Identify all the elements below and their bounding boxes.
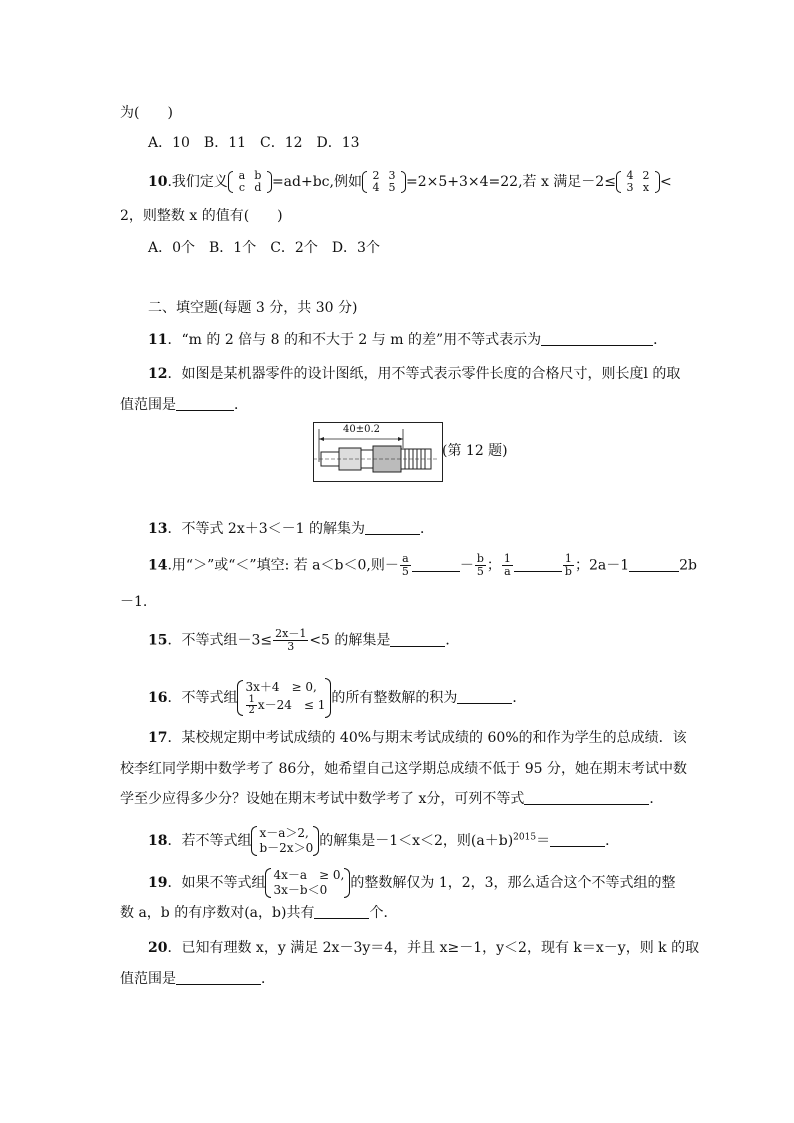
q19-text4: 个． — [369, 905, 398, 921]
q10-line2: 2，则整数 x 的值有( ) — [120, 208, 283, 224]
q12-line1 — [148, 364, 680, 384]
dimension-label: 40±0.2 — [343, 424, 381, 435]
matrix-abcd: a b c d — [228, 170, 272, 194]
fraction-b5: $\frac{b}{5}$ — [476, 552, 484, 578]
q9-options: A．10 B．11 C．12 D．13 — [148, 135, 360, 151]
answer-blank[interactable] — [390, 632, 445, 647]
q16-text1: ．不等式组 — [167, 690, 238, 706]
section-title: 二、填空题(每题 3 分，共 30 分) — [148, 300, 358, 316]
q11-line — [148, 330, 667, 350]
matrix-x: 4 2 3 x — [616, 170, 660, 194]
q12-text2: 值范围是 — [120, 397, 176, 413]
answer-blank[interactable] — [541, 331, 653, 346]
q13-line — [148, 519, 434, 539]
q18-end: ． — [605, 833, 620, 849]
answer-blank[interactable] — [176, 970, 261, 985]
q10-text4: < — [659, 174, 672, 190]
q20-number: 20 — [148, 940, 168, 956]
q15-text1: ．不等式组－3≤ — [167, 632, 273, 649]
q17-end: ． — [649, 791, 664, 807]
answer-blank[interactable] — [314, 904, 369, 919]
q20-text1: ．已知有理数 x，y 满足 2x－3y＝4，并且 x≥－1，y＜2，现有 k＝x－y，则 k 的取 — [167, 940, 700, 956]
q10-text2: =ad+bc,例如 — [271, 174, 362, 190]
q10-options: A．0个 B．1个 C．2个 D．3个 — [148, 240, 380, 256]
system-right-brace — [313, 826, 319, 856]
matrix-example: 2 3 4 5 — [362, 170, 406, 194]
q14-text5: 2b — [679, 557, 697, 574]
fraction-1a: $\frac{1}{a}$ — [503, 552, 511, 578]
figure-caption: (第 12 题) — [442, 443, 508, 459]
q9-tail: 为( ) — [120, 105, 173, 121]
q20-line2 — [120, 969, 275, 989]
q17-line1 — [148, 728, 687, 748]
q10-text1: .我们定义 — [167, 174, 228, 190]
answer-blank[interactable] — [524, 790, 649, 805]
q19-line1 — [148, 868, 676, 898]
q18-line — [148, 826, 619, 856]
system-right-brace — [344, 868, 350, 898]
q12-number: 12 — [148, 366, 168, 382]
q10-text3: =2×5+3×4=22,若 x 满足－2≤ — [405, 174, 616, 190]
q12-text: ．如图是某机器零件的设计图纸，用不等式表示零件长度的合格尺寸，则长度l 的取 — [167, 366, 681, 382]
q16-text2: 的所有整数解的积为 — [331, 690, 458, 706]
q14-text4: ；2a－1 — [574, 557, 630, 574]
machine-part-figure — [313, 422, 443, 482]
answer-blank[interactable] — [365, 520, 420, 535]
q19-line2 — [120, 903, 397, 923]
answer-blank[interactable] — [457, 689, 512, 704]
fraction-2x-1-over-3: $\frac{2x-1}{3}$ — [275, 627, 307, 653]
q16-end: ． — [512, 690, 527, 706]
q11-end: ． — [653, 332, 668, 348]
q16-line — [148, 678, 526, 718]
q17-number: 17 — [148, 730, 168, 746]
inequality-system: x－a＞2, b－2x＞0 — [251, 826, 313, 856]
q11-number: 11 — [148, 332, 168, 348]
q15-number: 15 — [148, 632, 168, 649]
q18-text2: 的解集是－1＜x＜2，则(a＋b) — [319, 833, 514, 849]
q17-line3 — [120, 789, 663, 809]
q15-line — [148, 628, 459, 653]
q14-line2: －1. — [120, 594, 148, 610]
q16-number: 16 — [148, 690, 168, 706]
q18-exponent: 2015 — [513, 832, 537, 843]
fraction-a5: $\frac{a}{5}$ — [401, 552, 409, 578]
q20-line1 — [148, 938, 699, 958]
q17-text1: ．某校规定期中考试成绩的 40%与期末考试成绩的 60%的和作为学生的总成绩．该 — [167, 730, 687, 746]
q17-line2: 校李红同学期中数学考了 86分，她希望自己这学期总成绩不低于 95 分，她在期末考试中数 — [120, 761, 687, 777]
q10-number: 10 — [148, 174, 168, 190]
q14-text3: ； — [486, 557, 501, 574]
q13-number: 13 — [148, 521, 168, 537]
q18-text3: ＝ — [536, 833, 551, 849]
q14-line1 — [148, 553, 697, 578]
q13-end: ． — [420, 521, 435, 537]
answer-blank[interactable] — [550, 832, 605, 847]
q19-text1: ．如果不等式组 — [167, 875, 266, 891]
answer-blank[interactable] — [176, 396, 234, 411]
q12-line2 — [120, 395, 248, 415]
answer-blank[interactable] — [514, 557, 562, 572]
q12-end: ． — [234, 397, 248, 413]
q13-text: ．不等式 2x＋3＜－1 的解集为 — [167, 521, 366, 537]
q20-text2: 值范围是 — [120, 971, 176, 987]
q19-number: 19 — [148, 875, 168, 891]
q15-text2: <5 的解集是 — [309, 632, 391, 649]
q17-text3: 学至少应得多少分？设她在期末考试中数学考了 x分，可列不等式 — [120, 791, 525, 807]
q10-line1 — [148, 170, 672, 194]
system-right-brace — [325, 678, 331, 718]
q19-text2: 的整数解仅为 1，2，3，那么适合这个不等式组的整 — [350, 875, 676, 891]
q15-end: ． — [445, 632, 460, 649]
answer-blank[interactable] — [629, 557, 679, 572]
q11-text: ．“m 的 2 倍与 8 的和不大于 2 与 m 的差”用不等式表示为 — [167, 332, 542, 348]
answer-blank[interactable] — [412, 557, 460, 572]
fraction-1b: $\frac{1}{b}$ — [564, 552, 572, 578]
q14-number: 14 — [148, 557, 168, 574]
inequality-system: 3x＋4 ≥ 0, $\frac{1}{2}$ x－24 ≤ 1 — [237, 680, 325, 716]
q14-text1: .用“＞”或“＜”填空: 若 a＜b＜0,则－ — [167, 557, 399, 574]
inequality-system: 4x－a ≥ 0, 3x－b＜0 — [265, 868, 344, 898]
q14-text2: － — [459, 557, 474, 574]
q19-text3: 数 a，b 的有序数对(a，b)共有 — [120, 905, 315, 921]
q20-end: ． — [261, 971, 275, 987]
q18-number: 18 — [148, 833, 168, 849]
q18-text1: ．若不等式组 — [167, 833, 252, 849]
